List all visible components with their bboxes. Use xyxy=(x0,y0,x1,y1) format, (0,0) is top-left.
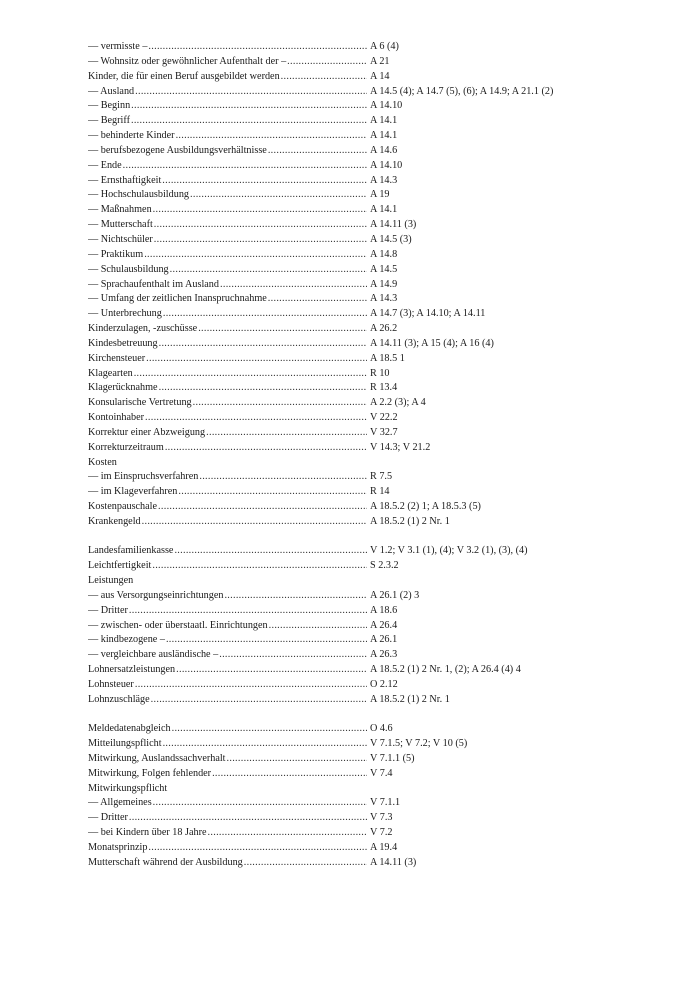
index-entry-term-cell xyxy=(88,500,367,515)
index-reference: A 14 xyxy=(370,70,390,82)
index-entry-term-cell xyxy=(88,559,367,574)
index-term: — Umfang der zeitlichen Inanspruchnahme xyxy=(88,293,267,305)
index-entry xyxy=(88,337,608,352)
index-term: Mitwirkungspflicht xyxy=(88,782,168,794)
index-entry xyxy=(88,174,608,189)
index-entry xyxy=(88,633,608,648)
index-entry-term-cell xyxy=(88,811,367,826)
index-entry xyxy=(88,99,608,114)
index-entry-term-cell xyxy=(88,248,367,263)
index-entry-term-cell xyxy=(88,352,367,367)
index-reference: A 18.5.2 (1) 2 Nr. 1, (2); A 26.4 (4) 4 xyxy=(370,664,521,676)
index-entry xyxy=(88,248,608,263)
index-term: — Mutterschaft xyxy=(88,219,153,231)
index-term: Klagerücknahme xyxy=(88,382,158,394)
index-term: Kirchensteuer xyxy=(88,352,146,364)
index-entry xyxy=(88,648,608,663)
index-entry-term-cell xyxy=(88,441,367,456)
index-entry-term-cell xyxy=(88,99,367,114)
index-entry-term-cell xyxy=(88,292,367,307)
index-entry xyxy=(88,367,608,382)
index-reference: O 2.12 xyxy=(370,678,398,690)
index-entry-term-cell xyxy=(88,144,367,159)
index-reference: A 14.3 xyxy=(370,174,398,186)
index-entry xyxy=(88,278,608,293)
index-entry xyxy=(88,841,608,856)
index-reference: A 14.1 xyxy=(370,115,398,127)
index-reference: A 26.4 xyxy=(370,619,398,631)
index-entry-term-cell xyxy=(88,129,367,144)
index-reference: V 1.2; V 3.1 (1), (4); V 3.2 (1), (3), (4) xyxy=(370,545,528,557)
index-entry xyxy=(88,619,608,634)
dot-leader xyxy=(170,263,367,278)
index-term: Korrekturzeitraum xyxy=(88,441,164,453)
index-term: — Ende xyxy=(88,159,122,171)
index-reference: A 14.5 (4); A 14.7 (5), (6); A 14.9; A 21.1 (2) xyxy=(370,85,554,97)
index-term: — im Klageverfahren xyxy=(88,486,178,498)
index-entry xyxy=(88,426,608,441)
index-term: — aus Versorgungseinrichtungen xyxy=(88,589,224,601)
index-entry xyxy=(88,500,608,515)
dot-leader xyxy=(208,826,367,841)
index-entry xyxy=(88,589,608,604)
index-term: — behinderte Kinder xyxy=(88,130,175,142)
index-entry-term-cell xyxy=(88,426,367,441)
index-entry-term-cell xyxy=(88,826,367,841)
index-entry-term-cell xyxy=(88,737,367,752)
index-entry-term-cell xyxy=(88,55,367,70)
index-reference: O 4.6 xyxy=(370,723,393,735)
dot-leader xyxy=(153,203,367,218)
index-term: Mitwirkung, Auslandssachverhalt xyxy=(88,752,226,764)
index-entry xyxy=(88,233,608,248)
index-term: — Schulausbildung xyxy=(88,263,169,275)
dot-leader xyxy=(165,441,367,456)
index-term: — Dritter xyxy=(88,604,128,616)
index-entry-term-cell xyxy=(88,619,367,634)
index-entry-term-cell xyxy=(88,322,367,337)
dot-leader xyxy=(135,85,367,100)
index-entry-term-cell xyxy=(88,574,367,589)
index-entry xyxy=(88,352,608,367)
index-reference: R 14 xyxy=(370,486,390,498)
index-section xyxy=(88,40,608,530)
index-entry xyxy=(88,737,608,752)
index-entry xyxy=(88,663,608,678)
index-term: — zwischen- oder überstaatl. Einrichtungen xyxy=(88,619,268,631)
index-term: Mitwirkung, Folgen fehlender xyxy=(88,767,212,779)
dot-leader xyxy=(212,767,367,782)
index-reference: V 7.1.1 (5) xyxy=(370,752,415,764)
dot-leader xyxy=(224,589,367,604)
index-term: Meldedatenabgleich xyxy=(88,723,171,735)
index-entry-term-cell xyxy=(88,278,367,293)
dot-leader xyxy=(154,233,367,248)
index-entry xyxy=(88,188,608,203)
index-term: — Begriff xyxy=(88,115,130,127)
index-reference: A 6 (4) xyxy=(370,41,399,52)
index-entry xyxy=(88,411,608,426)
index-term: Lohnersatzleistungen xyxy=(88,664,176,676)
index-entry-term-cell xyxy=(88,515,367,530)
index-entry-term-cell xyxy=(88,337,367,352)
dot-leader xyxy=(227,752,367,767)
index-reference: V 7.4 xyxy=(370,767,393,779)
dot-leader xyxy=(178,485,367,500)
dot-leader xyxy=(148,841,367,856)
index-entry xyxy=(88,159,608,174)
index-entry-term-cell xyxy=(88,411,367,426)
index-entry xyxy=(88,203,608,218)
index-reference: V 7.2 xyxy=(370,827,393,839)
index-term: Leichtfertigkeit xyxy=(88,560,152,572)
index-term: — kindbezogene – xyxy=(88,634,165,646)
index-entry xyxy=(88,85,608,100)
index-reference: A 18.5.2 (1) 2 Nr. 1 xyxy=(370,693,450,705)
index-entry-term-cell xyxy=(88,589,367,604)
index-entry-term-cell xyxy=(88,70,367,85)
index-term: Konsularische Vertretung xyxy=(88,397,192,409)
dot-leader xyxy=(174,544,367,559)
index-term: Kosten xyxy=(88,456,117,468)
index-entry-term-cell xyxy=(88,752,367,767)
index-entry xyxy=(88,144,608,159)
index-entry-term-cell xyxy=(88,396,367,411)
dot-leader xyxy=(193,396,367,411)
index-entry-term-cell xyxy=(88,648,367,663)
dot-leader xyxy=(159,381,367,396)
index-term: — bei Kindern über 18 Jahre xyxy=(88,827,207,839)
index-term: — Ernsthaftigkeit xyxy=(88,174,162,186)
index-reference: A 14.9 xyxy=(370,278,398,290)
index-reference: A 18.5 1 xyxy=(370,352,405,364)
index-entry xyxy=(88,307,608,322)
dot-leader xyxy=(268,292,367,307)
dot-leader xyxy=(144,248,367,263)
index-entry xyxy=(88,470,608,485)
dot-leader xyxy=(131,114,367,129)
index-entry-term-cell xyxy=(88,544,367,559)
index-term: — Sprachaufenthalt im Ausland xyxy=(88,278,219,290)
index-term: Mitteilungspflicht xyxy=(88,737,162,749)
dot-leader xyxy=(154,218,367,233)
index-reference: A 14.11 (3) xyxy=(370,856,417,868)
index-reference: A 18.5.2 (1) 2 Nr. 1 xyxy=(370,516,450,527)
dot-leader xyxy=(152,559,367,574)
index-reference: A 19.4 xyxy=(370,841,398,853)
index-entry xyxy=(88,441,608,456)
dot-leader xyxy=(142,515,367,530)
index-entry xyxy=(88,55,608,70)
dot-leader xyxy=(153,796,367,811)
index-entry-term-cell xyxy=(88,796,367,811)
index-term: Krankengeld xyxy=(88,516,141,527)
dot-leader xyxy=(287,55,367,70)
dot-leader xyxy=(166,633,367,648)
index-entry-term-cell xyxy=(88,841,367,856)
index-term: — im Einspruchsverfahren xyxy=(88,471,199,483)
index-entry-term-cell xyxy=(88,218,367,233)
index-entry xyxy=(88,796,608,811)
index-section xyxy=(88,544,608,707)
index-entry-term-cell xyxy=(88,782,367,797)
index-reference: A 18.6 xyxy=(370,604,398,616)
index-entry-term-cell xyxy=(88,233,367,248)
index-reference: A 14.1 xyxy=(370,130,398,142)
index-reference: R 7.5 xyxy=(370,471,393,483)
index-section xyxy=(88,722,608,870)
section-gap xyxy=(88,530,608,545)
index-term: — Maßnahmen xyxy=(88,204,152,216)
index-entry-term-cell xyxy=(88,604,367,619)
index-entry xyxy=(88,856,608,871)
index-term: Leistungen xyxy=(88,575,134,587)
index-term: — Hochschulausbildung xyxy=(88,189,190,201)
index-term: — Praktikum xyxy=(88,248,144,260)
index-entry xyxy=(88,515,608,530)
dot-leader xyxy=(198,322,367,337)
index-term: — Beginn xyxy=(88,100,131,112)
index-entry xyxy=(88,811,608,826)
dot-leader xyxy=(159,337,367,352)
index-reference: A 14.3 xyxy=(370,293,398,305)
index-reference: A 26.1 (2) 3 xyxy=(370,589,420,601)
index-entry xyxy=(88,782,608,797)
dot-leader xyxy=(129,811,367,826)
index-page xyxy=(88,40,608,871)
index-term: — berufsbezogene Ausbildungsverhältnisse xyxy=(88,144,267,156)
index-reference: V 22.2 xyxy=(370,412,398,424)
index-term: Monatsprinzip xyxy=(88,841,148,853)
index-term: Lohnzuschläge xyxy=(88,693,150,705)
index-entry-term-cell xyxy=(88,263,367,278)
index-reference: A 14.10 xyxy=(370,100,403,112)
index-entry xyxy=(88,114,608,129)
index-reference: A 14.1 xyxy=(370,204,398,216)
dot-leader xyxy=(176,129,367,144)
section-gap xyxy=(88,708,608,723)
index-reference: A 14.10 xyxy=(370,159,403,171)
index-entry-term-cell xyxy=(88,470,367,485)
index-entry-term-cell xyxy=(88,767,367,782)
index-term: — vermisste – xyxy=(88,41,148,52)
index-reference: V 32.7 xyxy=(370,426,398,438)
index-entry xyxy=(88,292,608,307)
index-term: — Wohnsitz oder gewöhnlicher Aufenthalt der – xyxy=(88,55,287,67)
dot-leader xyxy=(190,188,367,203)
dot-leader xyxy=(129,604,367,619)
dot-leader xyxy=(163,307,367,322)
index-entry-term-cell xyxy=(88,633,367,648)
dot-leader xyxy=(220,278,367,293)
index-entry-term-cell xyxy=(88,663,367,678)
index-term: Kinder, die für einen Beruf ausgebildet werden xyxy=(88,70,280,82)
index-entry-term-cell xyxy=(88,456,367,471)
dot-leader xyxy=(163,737,367,752)
index-term: — Allgemeines xyxy=(88,797,152,809)
index-entry xyxy=(88,396,608,411)
dot-leader xyxy=(268,144,367,159)
index-entry-term-cell xyxy=(88,856,367,871)
index-entry xyxy=(88,574,608,589)
index-reference: S 2.3.2 xyxy=(370,560,399,572)
index-term: Kinderzulagen, -zuschüsse xyxy=(88,323,198,335)
dot-leader xyxy=(199,470,367,485)
index-entry xyxy=(88,129,608,144)
index-reference: A 19 xyxy=(370,189,390,201)
index-entry xyxy=(88,752,608,767)
index-reference: A 14.5 xyxy=(370,263,398,275)
index-entry-term-cell xyxy=(88,174,367,189)
index-reference: A 14.8 xyxy=(370,248,398,260)
index-term: Kindesbetreuung xyxy=(88,337,158,349)
index-entry xyxy=(88,456,608,471)
index-term: Lohnsteuer xyxy=(88,678,134,690)
index-entry xyxy=(88,559,608,574)
index-entry xyxy=(88,40,608,55)
index-entry-term-cell xyxy=(88,678,367,693)
index-entry-term-cell xyxy=(88,85,367,100)
index-entry-term-cell xyxy=(88,722,367,737)
dot-leader xyxy=(145,411,367,426)
index-reference: V 7.3 xyxy=(370,812,393,824)
dot-leader xyxy=(158,500,367,515)
index-entry xyxy=(88,722,608,737)
index-entry-term-cell xyxy=(88,307,367,322)
index-reference: V 14.3; V 21.2 xyxy=(370,441,431,453)
index-term: — Unterbrechung xyxy=(88,308,162,320)
index-entry xyxy=(88,693,608,708)
index-term: Korrektur einer Abzweigung xyxy=(88,426,206,438)
dot-leader xyxy=(146,352,367,367)
index-reference: A 26.3 xyxy=(370,649,398,661)
index-reference: A 26.2 xyxy=(370,323,398,335)
index-term: Landesfamilienkasse xyxy=(88,545,174,557)
index-entry-term-cell xyxy=(88,485,367,500)
index-entry-term-cell xyxy=(88,693,367,708)
index-term: Kontoinhaber xyxy=(88,412,145,424)
index-reference: V 7.1.1 xyxy=(370,797,401,809)
index-reference: R 10 xyxy=(370,367,390,379)
index-reference: A 26.1 xyxy=(370,634,398,646)
index-entry xyxy=(88,70,608,85)
dot-leader xyxy=(123,159,367,174)
index-term: — Ausland xyxy=(88,85,135,97)
index-reference: A 14.11 (3); A 15 (4); A 16 (4) xyxy=(370,337,494,349)
index-entry-term-cell xyxy=(88,188,367,203)
index-entry-term-cell xyxy=(88,159,367,174)
dot-leader xyxy=(162,174,367,189)
dot-leader xyxy=(151,693,367,708)
index-entry xyxy=(88,322,608,337)
dot-leader xyxy=(269,619,367,634)
index-entry xyxy=(88,767,608,782)
index-term: Mutterschaft während der Ausbildung xyxy=(88,856,243,868)
index-entry xyxy=(88,826,608,841)
index-reference: A 14.5 (3) xyxy=(370,233,412,245)
dot-leader xyxy=(148,40,367,55)
index-reference: A 21 xyxy=(370,55,390,67)
dot-leader xyxy=(172,722,367,737)
index-entry xyxy=(88,263,608,278)
index-reference: A 14.7 (3); A 14.10; A 14.11 xyxy=(370,308,486,320)
dot-leader xyxy=(244,856,367,871)
index-term: Kostenpauschale xyxy=(88,501,158,513)
index-entry-term-cell xyxy=(88,40,367,55)
dot-leader xyxy=(131,99,367,114)
index-reference: V 7.1.5; V 7.2; V 10 (5) xyxy=(370,737,468,749)
index-term: — Nichtschüler xyxy=(88,233,153,245)
index-term: — vergleichbare ausländische – xyxy=(88,649,219,661)
index-entry-term-cell xyxy=(88,381,367,396)
index-entry-term-cell xyxy=(88,367,367,382)
index-reference: A 14.11 (3) xyxy=(370,219,417,231)
index-entry xyxy=(88,485,608,500)
dot-leader xyxy=(134,367,367,382)
index-entry xyxy=(88,604,608,619)
index-term: Klagearten xyxy=(88,367,133,379)
index-entry xyxy=(88,381,608,396)
index-entry xyxy=(88,218,608,233)
dot-leader xyxy=(281,70,367,85)
index-reference: A 2.2 (3); A 4 xyxy=(370,397,426,409)
dot-leader xyxy=(176,663,367,678)
index-entry-term-cell xyxy=(88,203,367,218)
index-reference: A 14.6 xyxy=(370,144,398,156)
dot-leader xyxy=(219,648,367,663)
index-reference: A 18.5.2 (2) 1; A 18.5.3 (5) xyxy=(370,501,481,513)
dot-leader xyxy=(206,426,367,441)
index-entry-term-cell xyxy=(88,114,367,129)
index-entry xyxy=(88,544,608,559)
index-entry xyxy=(88,678,608,693)
dot-leader xyxy=(135,678,367,693)
index-term: — Dritter xyxy=(88,812,128,824)
index-reference: R 13.4 xyxy=(370,382,398,394)
